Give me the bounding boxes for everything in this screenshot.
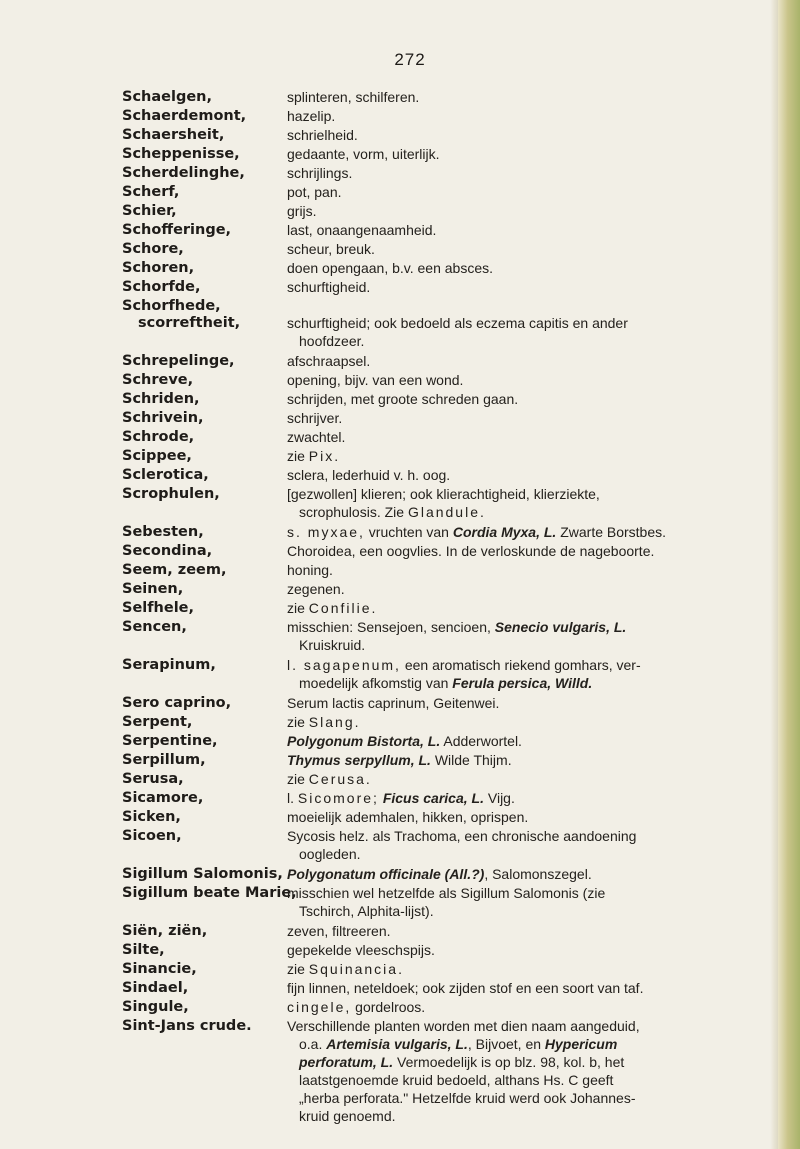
page-number: 272 (394, 50, 426, 69)
definition-line: opening, bijv. van een wond. (287, 372, 464, 388)
definition-line: schurftigheid; ook bedoeld als eczema capitis en ander (287, 315, 628, 331)
entry-definition (287, 884, 757, 920)
definition-line: grijs. (287, 203, 317, 219)
entry-definition (287, 428, 757, 446)
entry-definition (287, 542, 757, 560)
definition-line: schrijlings. (287, 165, 353, 181)
entry-definition (287, 145, 757, 163)
definition-line: zie Slang. (287, 714, 361, 730)
entry-term: Selfhele, (122, 600, 195, 616)
entry-term: Scrophulen, (122, 486, 220, 502)
definition-line: schrielheid. (287, 127, 358, 143)
entry-definition (287, 466, 757, 484)
entry-definition (287, 221, 757, 239)
entry-definition (287, 1017, 757, 1125)
entry-term: Schoren, (122, 260, 195, 276)
entry-definition (287, 314, 757, 350)
entry-definition (287, 183, 757, 201)
entry-definition (287, 732, 757, 750)
entry-term: Serapinum, (122, 657, 216, 673)
entry-definition (287, 409, 757, 427)
entry-term: Scippee, (122, 448, 192, 464)
entry-definition (287, 998, 757, 1016)
entry-definition (287, 259, 757, 277)
definition-line: pot, pan. (287, 184, 342, 200)
entry-definition (287, 580, 757, 598)
entry-term: Schorfhede, (122, 298, 221, 314)
definition-line: zeven, filtreeren. (287, 923, 391, 939)
definition-line: s. myxae, vruchten van Cordia Myxa, L. Zwarte Borstbes. (287, 524, 667, 540)
entry-definition (287, 390, 757, 408)
entry-definition (287, 352, 757, 370)
entry-term: Sinancie, (122, 961, 197, 977)
entry-definition (287, 447, 757, 465)
definition-line: hazelip. (287, 108, 336, 124)
entry-term: Schaelgen, (122, 89, 212, 105)
entry-term: Schorfde, (122, 279, 201, 295)
entry-definition (287, 164, 757, 182)
entry-term: Sicken, (122, 809, 181, 825)
entry-term: Schreve, (122, 372, 194, 388)
entry-term: Sigillum Salomonis, (122, 866, 283, 882)
definition-line: Kruiskruid. (299, 637, 366, 653)
entry-term: Serpentine, (122, 733, 218, 749)
entry-definition (287, 979, 757, 997)
definition-line: Sycosis helz. als Trachoma, een chronische aandoening (287, 828, 637, 844)
entry-term: Sint-Jans crude. (122, 1018, 252, 1034)
definition-line: zie Cerusa. (287, 771, 372, 787)
definition-line: perforatum, L. Vermoedelijk is op blz. 98, kol. b, het (299, 1054, 625, 1070)
entry-term: Sebesten, (122, 524, 204, 540)
entry-definition (287, 827, 757, 863)
page-edge-shadow (770, 0, 778, 1149)
entry-term: Scherdelinghe, (122, 165, 245, 181)
definition-line: Verschillende planten worden met dien naam aangeduid, (287, 1018, 640, 1034)
entry-term: Sicoen, (122, 828, 182, 844)
entry-definition (287, 808, 757, 826)
entry-term: Seem, zeem, (122, 562, 227, 578)
definition-line: l. sagapenum, een aromatisch riekend gomhars, ver- (287, 657, 641, 673)
entry-term: Schore, (122, 241, 184, 257)
definition-line: cingele, gordelroos. (287, 999, 426, 1015)
entry-definition (287, 694, 757, 712)
entry-definition (287, 202, 757, 220)
entry-definition (287, 278, 757, 296)
entry-term: Singule, (122, 999, 189, 1015)
entry-term: Serpillum, (122, 752, 206, 768)
definition-line: gepekelde vleeschspijs. (287, 942, 435, 958)
entry-term: Scheppenisse, (122, 146, 240, 162)
entry-term: Schier, (122, 203, 177, 219)
definition-line: scheur, breuk. (287, 241, 375, 257)
entry-term: Sero caprino, (122, 695, 232, 711)
entry-definition (287, 485, 757, 521)
entry-term: Schrode, (122, 429, 195, 445)
entry-term: Seinen, (122, 581, 184, 597)
entry-definition (287, 240, 757, 258)
entry-definition (287, 941, 757, 959)
definition-line: [gezwollen] klieren; ook klierachtigheid, klierziekte, (287, 486, 600, 502)
entry-term: Scherf, (122, 184, 180, 200)
entry-definition (287, 107, 757, 125)
entry-term: Schaersheit, (122, 127, 225, 143)
entry-definition (287, 770, 757, 788)
definition-line: kruid genoemd. (299, 1108, 396, 1124)
definition-line: schurftigheid. (287, 279, 371, 295)
definition-line: zie Pix. (287, 448, 341, 464)
definition-line: laatstgenoemde kruid bedoeld, althans Hs. C geeft (299, 1072, 614, 1088)
entry-term: Serpent, (122, 714, 193, 730)
entry-definition (287, 126, 757, 144)
entry-definition (287, 713, 757, 731)
definition-line: sclera, lederhuid v. h. oog. (287, 467, 451, 483)
entry-definition (287, 371, 757, 389)
definition-line: schrijden, met groote schreden gaan. (287, 391, 519, 407)
entry-definition (287, 922, 757, 940)
definition-line: misschien: Sensejoen, sencioen, Senecio vulgaris, L. (287, 619, 627, 635)
entry-definition (287, 618, 757, 654)
entry-term: Schaerdemont, (122, 108, 247, 124)
entry-definition (287, 523, 757, 541)
definition-line: „herba perforata." Hetzelfde kruid werd ook Johannes- (299, 1090, 636, 1106)
entry-term: Sencen, (122, 619, 187, 635)
definition-line: Thymus serpyllum, L. Wilde Thijm. (287, 752, 512, 768)
entry-term: Schrepelinge, (122, 353, 235, 369)
definition-line: misschien wel hetzelfde als Sigillum Salomonis (zie (287, 885, 606, 901)
definition-line: splinteren, schilferen. (287, 89, 420, 105)
definition-line: last, onaangenaamheid. (287, 222, 437, 238)
definition-line: Tschirch, Alphita-lijst). (299, 903, 434, 919)
definition-line: Serum lactis caprinum, Geitenwei. (287, 695, 500, 711)
entry-definition (287, 960, 757, 978)
entry-definition (287, 88, 757, 106)
definition-line: doen opengaan, b.v. een absces. (287, 260, 494, 276)
entry-definition (287, 865, 757, 883)
entry-term: Schrivein, (122, 410, 204, 426)
entry-term: scorreftheit, (138, 315, 241, 331)
definition-line: oogleden. (299, 846, 361, 862)
entry-definition (287, 789, 757, 807)
definition-line: l. Sicomore; Ficus carica, L. Vijg. (287, 790, 515, 806)
entry-definition (287, 561, 757, 579)
definition-line: zie Squinancia. (287, 961, 404, 977)
definition-line: scrophulosis. Zie Glandule. (299, 504, 486, 520)
entry-term: Sicamore, (122, 790, 204, 806)
entry-term: Secondina, (122, 543, 213, 559)
page-edge-decoration (778, 0, 800, 1149)
definition-line: Polygonatum officinale (All.?), Salomonszegel. (287, 866, 592, 882)
entry-term: Schofferinge, (122, 222, 232, 238)
definition-line: gedaante, vorm, uiterlijk. (287, 146, 440, 162)
definition-line: zegenen. (287, 581, 345, 597)
definition-line: moeielijk ademhalen, hikken, oprispen. (287, 809, 529, 825)
definition-line: Polygonum Bistorta, L. Adderwortel. (287, 733, 522, 749)
entry-term: Sclerotica, (122, 467, 209, 483)
entry-term: Sigillum beate Marie, (122, 885, 297, 901)
entry-term: Silte, (122, 942, 165, 958)
definition-line: fijn linnen, neteldoek; ook zijden stof en een soort van taf. (287, 980, 644, 996)
entry-definition (287, 599, 757, 617)
definition-line: o.a. Artemisia vulgaris, L., Bijvoet, en Hypericum (299, 1036, 618, 1052)
definition-line: afschraapsel. (287, 353, 371, 369)
entry-term: Siën, ziën, (122, 923, 208, 939)
definition-line: schrijver. (287, 410, 343, 426)
definition-line: moedelijk afkomstig van Ferula persica, Willd. (299, 675, 593, 691)
definition-line: hoofdzeer. (299, 333, 365, 349)
definition-line: zwachtel. (287, 429, 346, 445)
entry-term: Schriden, (122, 391, 200, 407)
definition-line: Choroidea, een oogvlies. In de verloskunde de nageboorte. (287, 543, 655, 559)
entry-definition (287, 751, 757, 769)
entry-term: Serusa, (122, 771, 184, 787)
entry-definition (287, 656, 757, 692)
entry-term: Sindael, (122, 980, 189, 996)
definition-line: honing. (287, 562, 333, 578)
definition-line: zie Confilie. (287, 600, 378, 616)
